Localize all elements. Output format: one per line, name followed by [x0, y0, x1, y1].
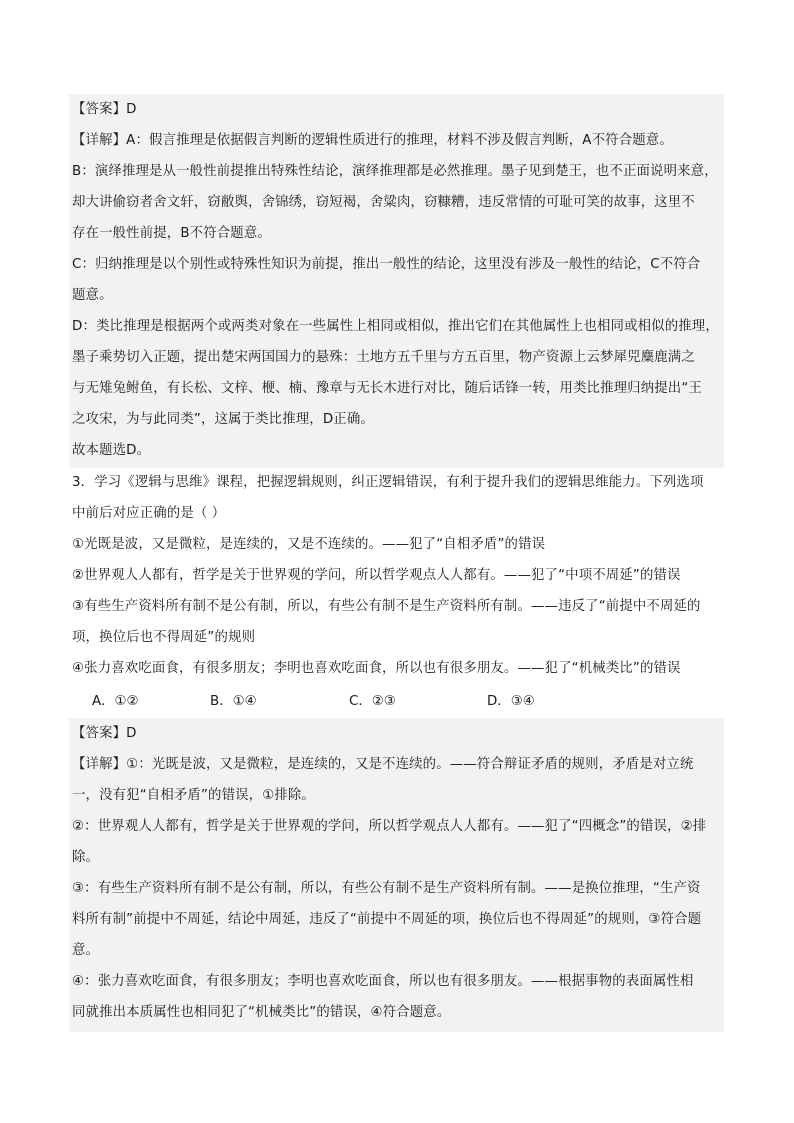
explanation-line: 之攻宋，为与此同类”，这属于类比推理，D正确。	[72, 412, 374, 427]
explanation-line: ②：世界观人人都有，哲学是关于世界观的学问，所以哲学观点人人都有。——犯了“四概念”的错误，②排	[72, 819, 707, 834]
option-b: B．①④	[210, 694, 257, 709]
option-d: D．③④	[487, 694, 535, 709]
explanation-line: 除。	[72, 850, 100, 865]
conclusion-line: 故本题选D。	[72, 443, 151, 458]
explanation-line: ④：张力喜欢吃面食，有很多朋友；李明也喜欢吃面食，所以也有很多朋友。——根据事物的表面属性相	[72, 974, 694, 989]
statement-item: 项，换位后也不得周延”的规则	[72, 630, 256, 645]
question-stem: 中前后对应正确的是（ ）	[72, 506, 226, 521]
statement-item: ①光既是波，又是微粒，是连续的，又是不连续的。——犯了“自相矛盾”的错误	[72, 537, 546, 552]
explanation-line: C：归纳推理是以个别性或特殊性知识为前提，推出一般性的结论，这里没有涉及一般性的结论，C不符合	[72, 257, 701, 272]
explanation-line: 却大讲偷窃者舍文轩，窃敝舆，舍锦绣，窃短褐，舍粱肉，窃糠糟，违反常情的可耻可笑的故事，这里不	[72, 195, 695, 210]
explanation-line: 墨子乘势切入正题，提出楚宋两国国力的悬殊：土地方五千里与方五百里，物产资源上云梦犀兕麋鹿满之	[72, 350, 695, 365]
question-stem: 3．学习《逻辑与思维》课程，把握逻辑规则，纠正逻辑错误，有利于提升我们的逻辑思维能力。下列选项	[72, 475, 704, 490]
explanation-line: 题意。	[72, 288, 113, 303]
explanation-line: B：演绎推理是从一般性前提推出特殊性结论，演绎推理都是必然推理。墨子见到楚王，也不正面说明来意，	[72, 164, 718, 179]
explanation-line: 一，没有犯“自相矛盾”的错误，①排除。	[72, 788, 315, 803]
explanation-line: ③：有些生产资料所有制不是公有制，所以，有些公有制不是生产资料所有制。——是换位推理，“生产资	[72, 881, 701, 896]
explanation-line: 意。	[72, 943, 100, 958]
explanation-line: 存在一般性前提，B不符合题意。	[72, 226, 271, 241]
explanation-line: 【详解】①：光既是波，又是微粒，是连续的，又是不连续的。——符合辩证矛盾的规则，矛盾是对立统	[72, 757, 694, 772]
explanation-line: 同就推出本质属性也相同犯了“机械类比”的错误，④符合题意。	[72, 1005, 451, 1020]
statement-item: ③有些生产资料所有制不是公有制，所以，有些公有制不是生产资料所有制。——违反了“前提中不周延的	[72, 599, 701, 614]
explanation-line: 料所有制”前提中不周延，结论中周延，违反了“前提中不周延的项，换位后也不得周延”的规则，③符合题	[72, 912, 702, 927]
option-a: A．①②	[92, 694, 139, 709]
explanation-line: D：类比推理是根据两个或两类对象在一些属性上相同或相似，推出它们在其他属性上也相同或相似的推理，	[72, 319, 719, 334]
statement-item: ②世界观人人都有，哲学是关于世界观的学问，所以哲学观点人人都有。——犯了“中项不周延”的错误	[72, 568, 681, 583]
option-c: C．②③	[349, 694, 396, 709]
answer-label: 【答案】D	[72, 726, 137, 741]
explanation-line: 与无雉兔鲋鱼，有长松、文梓、楩、楠、豫章与无长木进行对比，随后话锋一转，用类比推理归纳提出“王	[72, 381, 702, 396]
answer-label: 【答案】D	[72, 102, 137, 117]
statement-item: ④张力喜欢吃面食，有很多朋友；李明也喜欢吃面食，所以也有很多朋友。——犯了“机械类比”的错误	[72, 661, 681, 676]
explanation-line: 【详解】A：假言推理是依据假言判断的逻辑性质进行的推理，材料不涉及假言判断，A不符合题意。	[72, 133, 673, 148]
